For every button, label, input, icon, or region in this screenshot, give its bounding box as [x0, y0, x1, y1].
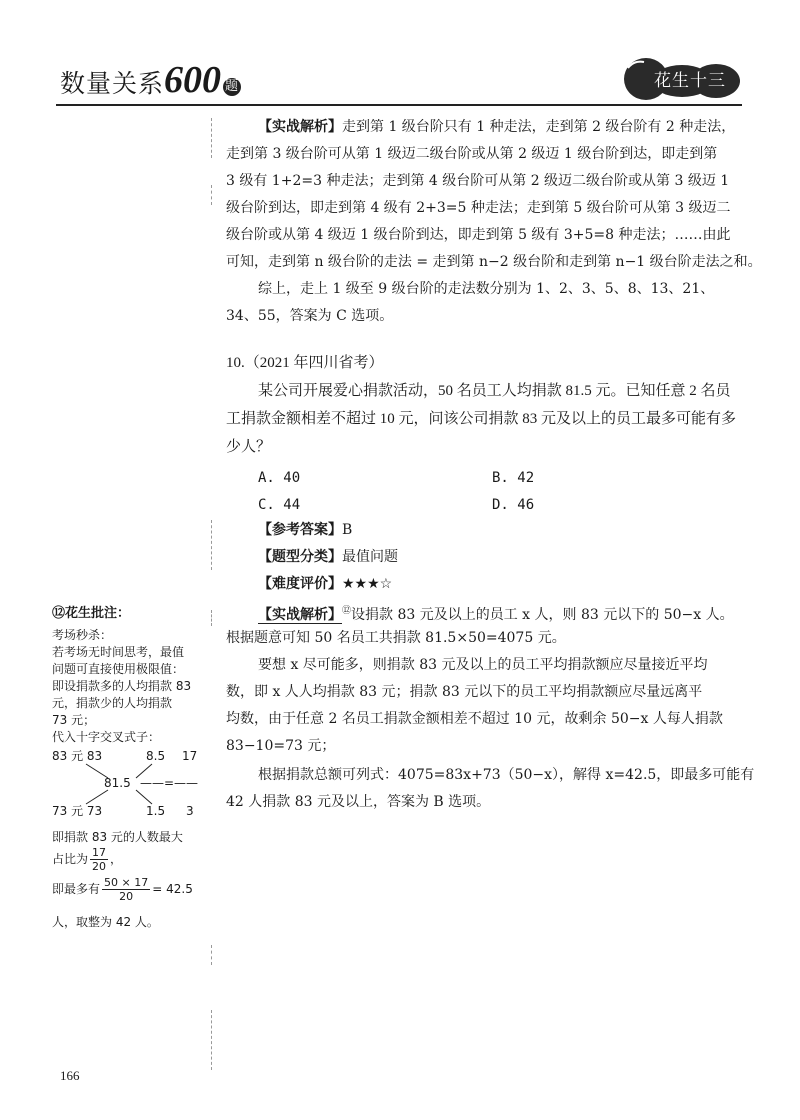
analysis-line: 34、55，答案为 C 选项。	[226, 308, 394, 324]
difficulty-line	[258, 571, 392, 598]
question-number: 10.	[226, 355, 245, 371]
fraction-numerator: 50 × 17	[104, 876, 149, 889]
analysis-line: 级台阶或从第 4 级迈 1 级台阶到达，即走到第 5 级有 3+5=8 种走法；……由此	[226, 227, 731, 243]
analysis-label: 【实战解析】	[258, 607, 342, 623]
answer-label: 【参考答案】	[258, 522, 342, 538]
book-title-number: 600	[164, 59, 222, 101]
sidebar-line: 人，取整为 42 人。	[52, 915, 159, 929]
option-b: B. 42	[492, 470, 535, 486]
sidebar-line: 问题可直接使用极限值：	[52, 662, 185, 676]
book-title-prefix: 数量关系	[60, 69, 165, 98]
fraction-denominator: 20	[119, 890, 134, 903]
difficulty-label: 【难度评价】	[258, 576, 342, 592]
sidebar-text: ，	[110, 852, 123, 866]
analysis-line: 83−10=73 元；	[226, 738, 336, 754]
book-title	[60, 58, 241, 102]
fraction-denominator: 20	[92, 860, 107, 873]
sidebar-line: 代入十字交叉式子：	[52, 730, 161, 744]
analysis-line: 均数，由于任意 2 名员工捐款金额相差不超过 10 元，故剩余 50−x 人每人捐款	[226, 711, 723, 727]
sidebar-line: 考场秒杀：	[52, 628, 113, 642]
cross-bottom-right: 3	[186, 804, 194, 818]
sidebar-text: 占比为	[52, 852, 89, 866]
brand-logo-text: 花生十三	[654, 71, 726, 91]
cross-top-right: 17	[182, 749, 198, 763]
analysis-line: 根据题意可知 50 名员工共捐款 81.5×50=4075 元。	[226, 630, 566, 646]
sidebar-line	[52, 876, 193, 903]
option-d: D. 46	[492, 497, 535, 513]
answer-line	[258, 517, 352, 544]
sidebar-line: 即设捐款多的人均捐款 83	[52, 679, 192, 693]
cross-top-left: 83 元 83	[52, 749, 103, 763]
page-number: 166	[60, 1068, 80, 1083]
margin-guide-line	[211, 1010, 212, 1070]
analysis-line: 综上，走上 1 级至 9 级台阶的走法数分别为 1、2、3、5、8、13、21、	[258, 281, 715, 297]
analysis-line: 级台阶到达，即走到第 4 级有 2+3=5 种走法；走到第 5 级台阶可从第 3 级迈二	[226, 200, 731, 216]
cross-center: 81.5	[104, 776, 131, 790]
brand-logo	[620, 56, 742, 102]
type-value: 最值问题	[342, 549, 398, 565]
sidebar-line: 元，捐款少的人均捐款	[52, 696, 173, 710]
question-source: （2021 年四川省考）	[244, 355, 384, 371]
margin-guide-line	[211, 118, 212, 158]
margin-guide-line	[211, 520, 212, 570]
sidebar-line: 若考场无时间思考，最值	[52, 645, 185, 659]
analysis-text: 走到第 1 级台阶只有 1 种走法，走到第 2 级台阶有 2 种走法，	[342, 119, 736, 135]
analysis-line: 根据捐款总额可列式：4075=83x+73（50−x），解得 x=42.5，即最多可能有	[258, 767, 755, 783]
analysis-text: 设捐款 83 元及以上的员工 x 人，则 83 元以下的 50−x 人。	[351, 607, 734, 623]
analysis-line	[258, 114, 735, 141]
analysis-line: 走到第 3 级台阶可从第 1 级迈二级台阶或从第 2 级迈 1 级台阶到达，即走到第	[226, 146, 718, 162]
type-label: 【题型分类】	[258, 549, 342, 565]
margin-guide-line	[211, 610, 212, 626]
note-mark: ⑫	[342, 606, 352, 616]
analysis-line: 3 级有 1+2=3 种走法；走到第 4 级台阶可从第 2 级迈二级台阶或从第 3 级迈 1	[226, 173, 730, 189]
analysis-line: 数，即 x 人人均捐款 83 元；捐款 83 元以下的员工平均捐款额应尽量远离平	[226, 684, 703, 700]
answer-value: B	[342, 522, 353, 538]
sidebar-text: 即最多有	[52, 882, 101, 896]
question-stem: 某公司开展爱心捐款活动，50 名员工人均捐款 81.5 元。已知任意 2 名员	[258, 383, 731, 399]
cross-bottom-left: 73 元 73	[52, 804, 103, 818]
analysis-label: 【实战解析】	[258, 119, 342, 135]
header-rule	[56, 104, 742, 106]
book-title-suffix: 题	[225, 79, 240, 94]
sidebar-title: ⑫花生批注：	[52, 606, 131, 621]
type-line	[258, 544, 398, 571]
cross-top-mid: 8.5	[146, 749, 166, 763]
margin-guide-line	[211, 185, 212, 205]
question-stem: 少人？	[226, 439, 272, 455]
difficulty-stars: ★★★☆	[342, 576, 393, 592]
sidebar-line: 73 元；	[52, 713, 96, 727]
sidebar-line: 即捐款 83 元的人数最大	[52, 830, 183, 844]
analysis-line: 42 人捐款 83 元及以上，答案为 B 选项。	[226, 794, 491, 810]
question-heading	[226, 350, 384, 377]
option-c: C. 44	[258, 497, 301, 513]
margin-guide-line	[211, 945, 212, 965]
analysis-line: 要想 x 尽可能多，则捐款 83 元及以上的员工平均捐款额应尽量接近平均	[258, 657, 708, 673]
cross-equals: ——=——	[140, 776, 199, 790]
sidebar-text: = 42.5	[152, 882, 193, 896]
fraction	[102, 876, 150, 903]
fraction	[90, 846, 108, 873]
sidebar-line	[52, 846, 122, 873]
cross-bottom-mid: 1.5	[146, 804, 166, 818]
option-a: A. 40	[258, 470, 301, 486]
analysis-line: 可知，走到第 n 级台阶的走法 = 走到第 n−2 级台阶和走到第 n−1 级台阶走法之和。	[226, 254, 762, 270]
fraction-numerator: 17	[92, 846, 107, 859]
question-stem: 工捐款金额相差不超过 10 元，问该公司捐款 83 元及以上的员工最多可能有多	[226, 411, 737, 427]
